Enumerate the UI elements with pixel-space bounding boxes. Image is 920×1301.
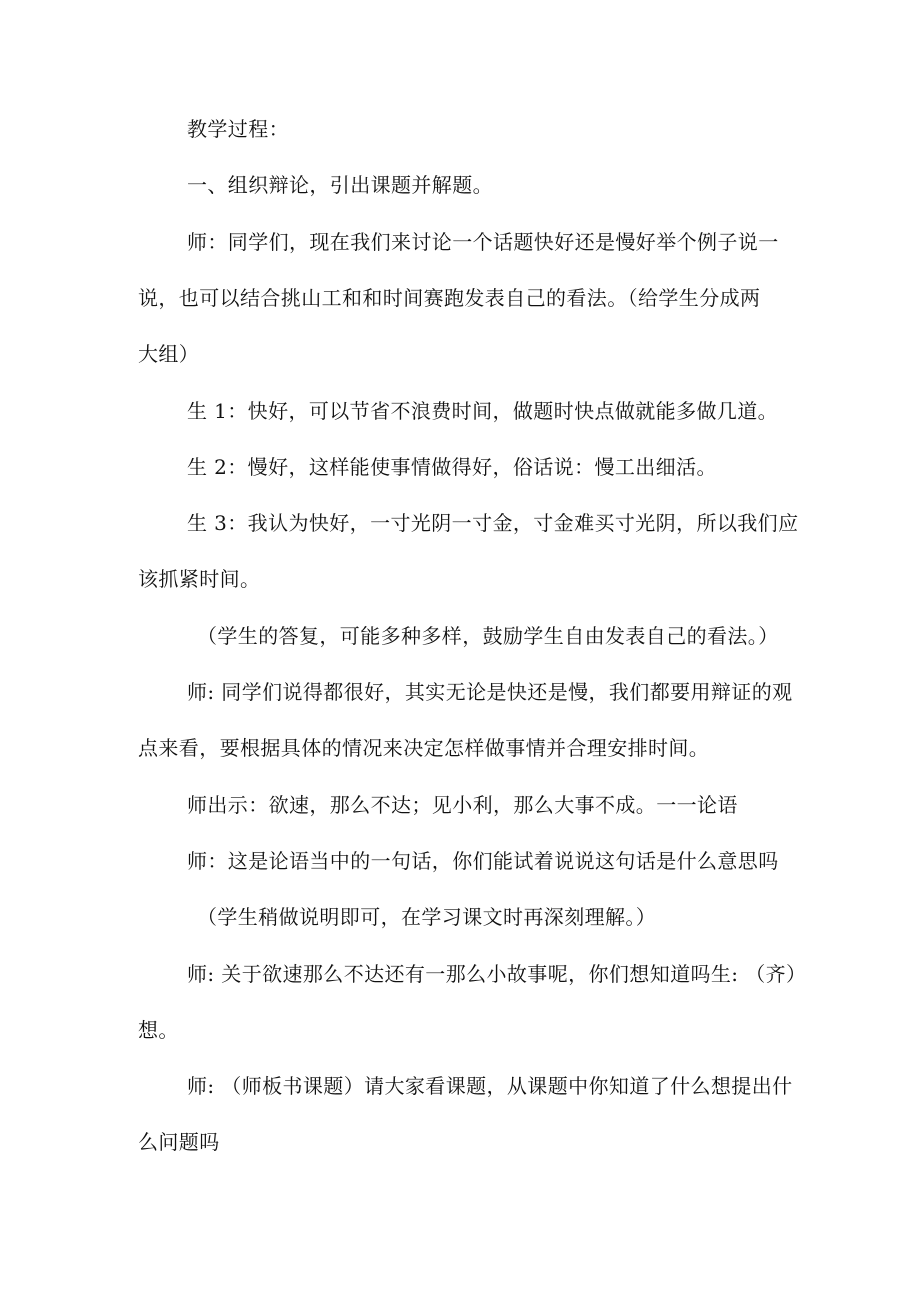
paragraph-line: 师：这是论语当中的一句话，你们能试着说说这句话是什么意思吗	[187, 849, 779, 873]
paragraph-line: 师: （师板书课题）请大家看课题，从课题中你知道了什么想提出什	[187, 1074, 793, 1098]
paragraph-line: 师出示：欲速，那么不达；见小利，那么大事不成。一一论语	[187, 793, 738, 817]
paragraph-line: （学生稍做说明即可，在学习课文时再深刻理解。）	[197, 905, 657, 929]
subsection-heading: 一、组织辩论，引出课题并解题。	[187, 173, 493, 197]
paragraph-line: 生 2：慢好，这样能使事情做得好，俗话说：慢工出细活。	[187, 455, 717, 479]
paragraph-line: 生 3：我认为快好，一寸光阴一寸金，寸金难买寸光阴，所以我们应	[187, 511, 799, 535]
paragraph-line: 说，也可以结合挑山工和和时间赛跑发表自己的看法。（给学生分成两	[138, 286, 761, 310]
paragraph-line: 点来看，要根据具体的情况来决定怎样做事情并合理安排时间。	[138, 736, 710, 760]
paragraph-line: 师：同学们，现在我们来讨论一个话题快好还是慢好举个例子说一	[187, 230, 779, 254]
paragraph-line: 么问题吗	[138, 1130, 220, 1154]
paragraph-line: （学生的答复，可能多种多样，鼓励学生自由发表自己的看法。）	[197, 624, 779, 648]
paragraph-line: 大组）	[138, 342, 200, 366]
paragraph-line: 生 1：快好，可以节省不浪费时间，做题时快点做就能多做几道。	[187, 399, 779, 423]
paragraph-line: 该抓紧时间。	[138, 567, 261, 591]
paragraph-line: 想。	[138, 1018, 179, 1042]
paragraph-line: 师: 同学们说得都很好，其实无论是快还是慢，我们都要用辩证的观	[187, 680, 793, 704]
paragraph-line: 师: 关于欲速那么不达还有一那么小故事呢，你们想知道吗生: （齐）	[187, 962, 807, 986]
section-heading: 教学过程：	[187, 117, 289, 141]
